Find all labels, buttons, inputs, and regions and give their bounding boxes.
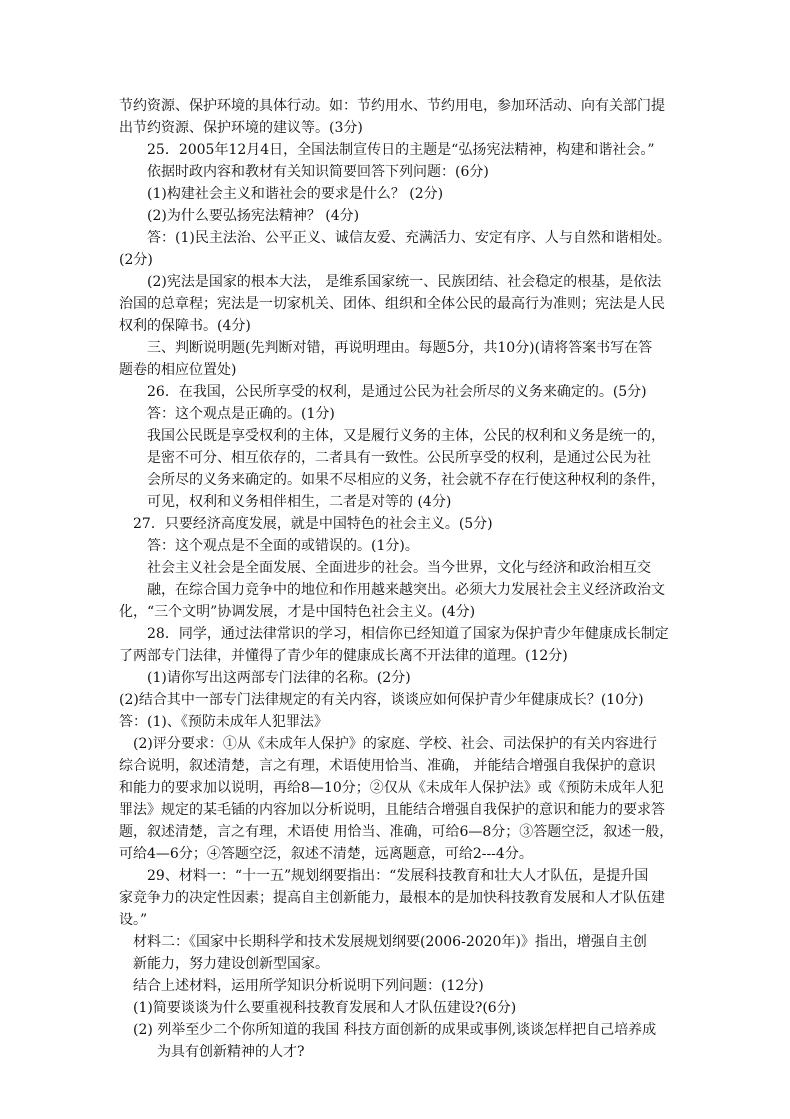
text-line: 了两部专门法律，并懂得了青少年的健康成长离不开法律的道理。(12分) — [119, 648, 568, 664]
text-line: (2)为什么要弘扬宪法精神？ (4分) — [147, 208, 360, 224]
text-line: (1)简要谈谈为什么要重视科技教育发展和人才队伍建设?(6分) — [133, 1000, 517, 1016]
text-line: 家竞争力的决定性因素；提高自主创新能力，最根本的是加快科技教育发展和人才队伍建 — [119, 890, 665, 906]
answer-line: 答：(1)、《预防未成年人犯罪法》 — [119, 714, 328, 730]
question-28-line: 28．同学，通过法律常识的学习，相信你已经知道了国家为保护青少年健康成长制定 — [147, 626, 669, 642]
text-line: 新能力，努力建设创新型国家。 — [133, 956, 329, 972]
question-27-line: 27．只要经济高度发展，就是中国特色的社会主义。(5分) — [133, 516, 493, 532]
text-line: 材料二：《国家中长期科学和技术发展规划纲要(2006-2020年)》指出，增强自主创 — [133, 934, 647, 950]
text-line: 会所尽的义务来确定的。如果不尽相应的义务，社会就不存在行使这种权利的条件， — [147, 472, 665, 488]
text-line: 出节约资源、保护环境的建议等。(3分) — [119, 120, 363, 136]
text-line: 可见，权利和义务相伴相生，二者是对等的 (4分) — [147, 494, 452, 510]
text-line: (1)构建社会主义和谐社会的要求是什么？ (2分) — [147, 186, 444, 202]
question-25-line: 25．2005年12月4日，全国法制宣传日的主题是“弘扬宪法精神，构建和谐社会。” — [147, 142, 655, 158]
text-line: 化，“三个文明”协调发展，才是中国特色社会主义。(4分) — [119, 604, 476, 620]
text-line: 治国的总章程；宪法是一切家机关、团体、组织和全体公民的最高行为准则；宪法是人民 — [119, 296, 665, 312]
text-line: 题，叙述清楚，言之有理，术语使 用恰当、准确，可给6—8分；③答题空泛，叙述一般， — [119, 824, 674, 840]
text-line: 社会主义社会是全面发展、全面进步的社会。当今世界，文化与经济和政治相互交 — [147, 560, 651, 576]
text-line: 权利的保障书。(4分) — [119, 318, 251, 334]
text-line: (2) 列举至少二个你所知道的我国 科技方面创新的成果或事例,谈谈怎样把自己培养成 — [133, 1022, 657, 1038]
text-line: 可给4—6分；④答题空泛，叙述不清楚，远离题意，可给2---4分。 — [119, 846, 533, 862]
text-line: 结合上述材料，运用所学知识分析说明下列问题：(12分) — [133, 978, 484, 994]
answer-line: 答：(1)民主法治、公平正义、诚信友爱、充满活力、安定有序、人与自然和谐相处。 — [147, 230, 671, 246]
text-line: 罪法》规定的某毛锸的内容加以分析说明，且能结合增强自我保护的意识和能力的要求答 — [119, 802, 665, 818]
answer-line: 答：这个观点是不全面的或错误的。(1分)。 — [147, 538, 419, 554]
text-line: (1)请你写出这两部专门法律的名称。(2分) — [147, 670, 411, 686]
question-26-line: 26．在我国，公民所享受的权利，是通过公民为社会所尽的义务来确定的。(5分) — [147, 384, 647, 400]
text-line: 为具有创新精神的人才? — [157, 1044, 305, 1060]
text-line: 节约资源、保护环境的具体行动。如：节约用水、节约用电，参加环活动、向有关部门提 — [119, 98, 665, 114]
text-line: 依据时政内容和教材有关知识简要回答下列问题：(6分) — [147, 164, 489, 180]
section-heading: 三、判断说明题(先判断对错，再说明理由。每题5分，共10分)(请将答案书写在答 — [147, 340, 653, 356]
text-line: 和能力的要求加以说明，再给8—10分；②仅从《未成年人保护法》或《预防未成年人犯 — [119, 780, 664, 796]
answer-line: 答：这个观点是正确的。(1分) — [147, 406, 335, 422]
question-29-line: 29、材料一：“十一五”规划纲要指出：“发展科技教育和壮大人才队伍，是提升国 — [147, 868, 649, 884]
text-line: 题卷的相应位置处) — [119, 362, 237, 378]
text-line: 是密不可分、相互依存的，二者具有一致性。公民所享受的权利，是通过公民为社 — [147, 450, 651, 466]
text-line: 我国公民既是享受权利的主体，又是履行义务的主体，公民的权利和义务是统一的， — [147, 428, 665, 444]
text-line: (2)宪法是国家的根本大法， 是维系国家统一、民族团结、社会稳定的根基，是依法 — [147, 274, 662, 290]
text-line: 融，在综合国力竞争中的地位和作用越来越突出。必须大力发展社会主义经济政治文 — [147, 582, 665, 598]
text-line: 设。” — [119, 912, 148, 928]
text-line: (2)评分要求：①从《未成年人保护》的家庭、学校、社会、司法保护的有关内容进行 — [133, 736, 657, 752]
text-line: (2分) — [119, 252, 153, 268]
text-line: (2)结合其中一部专门法律规定的有关内容，谈谈应如何保护青少年健康成长？(10分) — [119, 692, 644, 708]
text-line: 综合说明，叙述清楚，言之有理，术语使用恰当、准确， 并能结合增强自我保护的意识 — [119, 758, 656, 774]
